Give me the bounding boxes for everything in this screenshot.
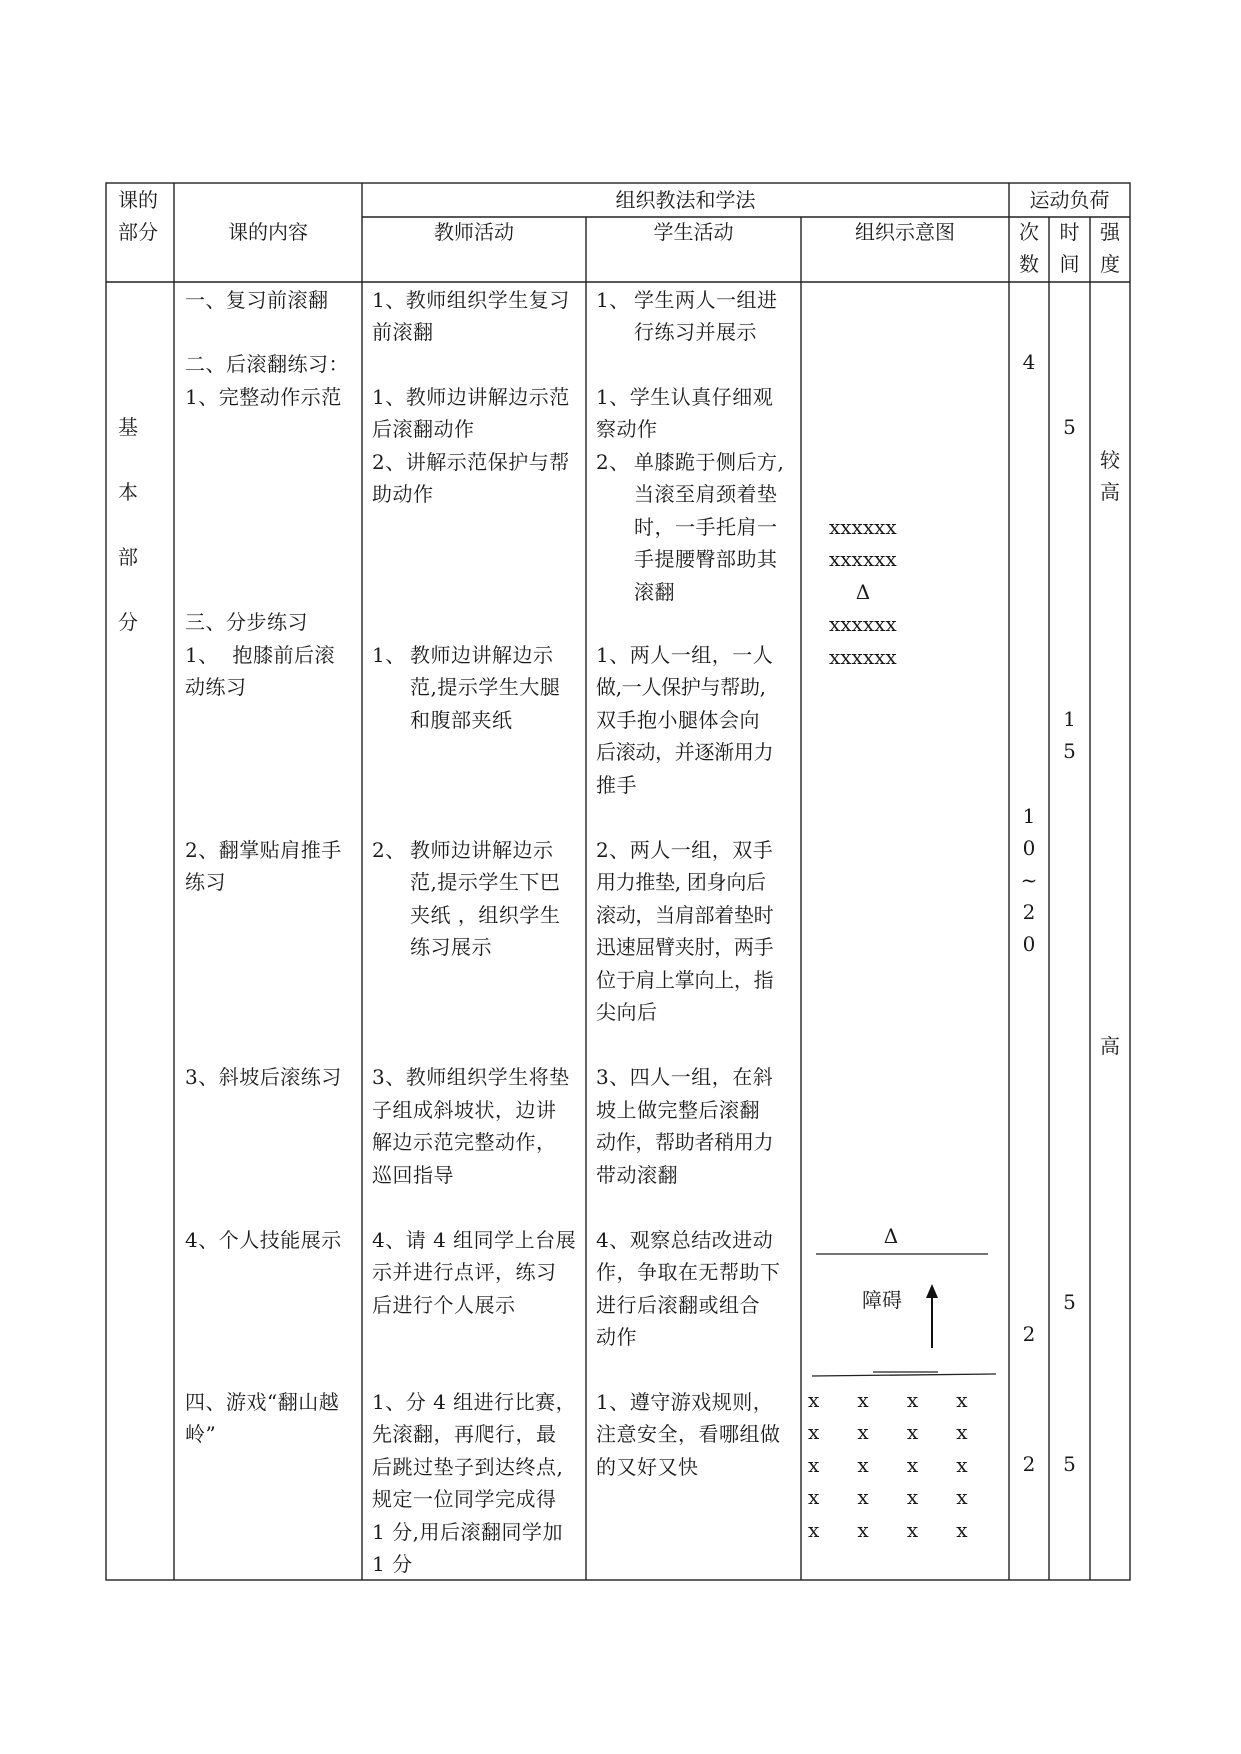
teacher-line: 3、教师组织学生将垫 — [372, 1065, 570, 1089]
intensity-value: 高 — [1100, 480, 1120, 504]
student-line: 尖向后 — [596, 1000, 658, 1024]
count-value: 2 — [1022, 1452, 1036, 1476]
content-line: 2、翻掌贴肩推手 — [185, 838, 342, 862]
teacher-line: 助动作 — [372, 482, 434, 506]
student-line: 察动作 — [596, 417, 658, 441]
count-value: ~ — [1020, 868, 1038, 892]
teacher-line: 2、 — [372, 838, 406, 862]
teacher-line: 夹纸 ，组织学生 — [410, 903, 561, 927]
teacher-line: 1、分 4 组进行比赛， — [372, 1390, 577, 1414]
count-value: 2 — [1022, 1322, 1036, 1346]
teacher-line: 范,提示学生大腿 — [410, 675, 561, 699]
header-count-2: 数 — [1019, 252, 1039, 276]
student-line: 行练习并展示 — [634, 320, 757, 344]
count-value: 0 — [1022, 932, 1036, 956]
student-line: 用力推垫, 团身向后 — [596, 870, 766, 894]
student-line: 做,一人保护与帮助, — [596, 675, 766, 699]
header-teacher: 教师活动 — [434, 220, 514, 244]
teacher-line: 1、 — [372, 643, 406, 667]
student-line: 单膝跪于侧后方, — [634, 450, 785, 474]
start-mark: Δ — [883, 1224, 899, 1248]
teacher-line: 1 分,用后滚翻同学加 — [372, 1520, 563, 1544]
content-line: 1、 抱膝前后滚 — [185, 643, 335, 667]
teacher-line: 1、教师边讲解边示范 — [372, 385, 570, 409]
formation-row: xxxxxx — [829, 547, 897, 571]
content-line: 岭” — [185, 1422, 217, 1446]
teacher-line: 后滚翻动作 — [372, 417, 475, 441]
teacher-line: 子组成斜坡状，边讲 — [372, 1098, 557, 1122]
grid-row: x x x x — [808, 1453, 968, 1477]
count-value: 2 — [1022, 900, 1036, 924]
time-value: 5 — [1063, 1452, 1076, 1476]
content-line: 1、完整动作示范 — [185, 385, 342, 409]
content-line: 3、斜坡后滚练习 — [185, 1065, 342, 1089]
content-line: 二、后滚翻练习： — [185, 352, 349, 376]
formation-row: xxxxxx — [829, 612, 897, 636]
teacher-line: 1 分 — [372, 1552, 413, 1576]
section-char: 分 — [118, 610, 138, 634]
header-part-1: 课的 — [118, 188, 158, 212]
student-line: 1、两人一组，一人 — [596, 643, 774, 667]
finish-line — [812, 1374, 996, 1376]
formation-row: xxxxxx — [829, 515, 897, 539]
grid-row: x x x x — [808, 1388, 968, 1412]
student-line: 4、观察总结改进动 — [596, 1228, 774, 1252]
header-part-2: 部分 — [118, 220, 158, 244]
intensity-value: 较 — [1100, 448, 1120, 472]
header-load: 运动负荷 — [1029, 188, 1110, 212]
teacher-line: 练习展示 — [410, 935, 492, 959]
time-value: 5 — [1063, 1290, 1076, 1314]
teacher-line: 后进行个人展示 — [372, 1293, 516, 1317]
count-value: 1 — [1022, 804, 1036, 828]
intensity-value: 高 — [1100, 1034, 1120, 1058]
student-line: 1、学生认真仔细观 — [596, 385, 774, 409]
obstacle-label: 障碍 — [862, 1288, 902, 1312]
grid-row: x x x x — [808, 1420, 968, 1444]
student-line: 手提腰臀部助其 — [634, 547, 778, 571]
student-line: 推手 — [596, 773, 637, 797]
teacher-line: 和腹部夹纸 — [410, 708, 513, 732]
content-line: 一、复习前滚翻 — [185, 288, 329, 312]
formation-row: xxxxxx — [829, 645, 897, 669]
count-value: 0 — [1022, 836, 1036, 860]
student-line: 进行后滚翻或组合 — [596, 1293, 760, 1317]
content-line: 4、个人技能展示 — [185, 1228, 342, 1252]
section-char: 本 — [118, 480, 138, 504]
student-line: 学生两人一组进 — [634, 288, 778, 312]
student-line: 1、遵守游戏规则， — [596, 1390, 774, 1414]
teacher-line: 4、请 4 组同学上台展 — [372, 1228, 577, 1252]
header-count-1: 次 — [1019, 220, 1039, 244]
student-line: 的又好又快 — [596, 1455, 699, 1479]
student-line: 坡上做完整后滚翻 — [596, 1098, 760, 1122]
student-line: 动作 — [596, 1325, 637, 1349]
header-intensity-2: 度 — [1100, 252, 1120, 276]
teacher-line: 教师边讲解边示 — [410, 643, 554, 667]
student-line: 迅速屈臂夹肘，两手 — [596, 935, 774, 959]
student-line: 2、 — [596, 450, 630, 474]
teacher-line: 示并进行点评，练习 — [372, 1260, 557, 1284]
time-value: 1 — [1063, 707, 1076, 731]
up-arrow-icon — [922, 1284, 942, 1350]
student-line: 当滚至肩颈着垫 — [634, 482, 778, 506]
section-char: 基 — [118, 415, 138, 439]
teacher-line: 解边示范完整动作， — [372, 1130, 557, 1154]
header-student: 学生活动 — [653, 220, 734, 244]
student-line: 后滚动，并逐渐用力 — [596, 740, 774, 764]
grid-row: x x x x — [808, 1485, 968, 1509]
student-line: 带动滚翻 — [596, 1163, 678, 1187]
header-diagram: 组织示意图 — [855, 220, 955, 244]
student-line: 作，争取在无帮助下 — [596, 1260, 781, 1284]
section-char: 部 — [118, 545, 138, 569]
time-value: 5 — [1063, 415, 1076, 439]
header-content: 课的内容 — [228, 220, 308, 244]
teacher-line: 2、讲解示范保护与帮 — [372, 450, 570, 474]
teacher-line: 前滚翻 — [372, 320, 434, 344]
student-line: 3、四人一组，在斜 — [596, 1065, 774, 1089]
teacher-line: 范,提示学生下巴 — [410, 870, 561, 894]
teacher-line: 先滚翻，再爬行，最 — [372, 1422, 557, 1446]
teacher-line: 巡回指导 — [372, 1163, 454, 1187]
student-line: 动作，帮助者稍用力 — [596, 1130, 774, 1154]
header-time-2: 间 — [1059, 252, 1080, 276]
grid-row: x x x x — [808, 1518, 968, 1542]
header-time-1: 时 — [1059, 220, 1080, 244]
teacher-line: 后跳过垫子到达终点, — [372, 1455, 564, 1479]
teacher-line: 1、教师组织学生复习 — [372, 288, 570, 312]
header-intensity-1: 强 — [1100, 220, 1120, 244]
teacher-position-mark: Δ — [855, 580, 871, 604]
header-method: 组织教法和学法 — [615, 188, 756, 212]
teacher-line: 规定一位同学完成得 — [372, 1487, 557, 1511]
content-line: 练习 — [185, 870, 226, 894]
time-value: 5 — [1063, 739, 1076, 763]
student-line: 位于肩上掌向上，指 — [596, 968, 774, 992]
student-line: 双手抱小腿体会向 — [596, 708, 760, 732]
student-line: 2、两人一组，双手 — [596, 838, 774, 862]
content-line: 四、游戏“翻山越 — [185, 1390, 340, 1414]
content-line: 三、分步练习 — [185, 610, 308, 634]
student-line: 滚动，当肩部着垫时 — [596, 903, 774, 927]
student-line: 1、 — [596, 288, 630, 312]
teacher-line: 教师边讲解边示 — [410, 838, 554, 862]
student-line: 滚翻 — [634, 580, 675, 604]
student-line: 时，一手托肩一 — [634, 515, 778, 539]
count-value: 4 — [1022, 350, 1036, 374]
student-line: 注意安全，看哪组做 — [596, 1422, 781, 1446]
content-line: 动练习 — [185, 675, 247, 699]
